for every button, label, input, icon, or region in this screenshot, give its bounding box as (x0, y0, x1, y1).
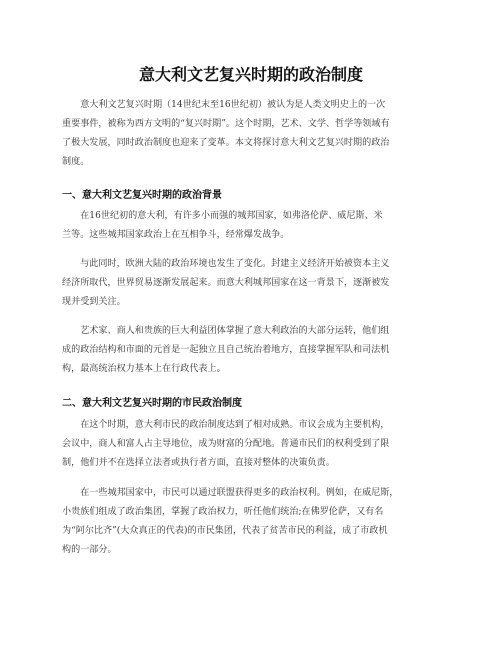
section-heading-2: 二、意大利文艺复兴时期的市民政治制度 (62, 398, 242, 409)
text-line: 意大利文艺复兴时期（14世纪末至16世纪初）被认为是人类文明史上的一次 (62, 100, 386, 110)
text-line: 小贵族们组成了政治集团，掌握了政治权力，听任他们统治;在佛罗伦萨，又有名 (62, 507, 384, 517)
text-line: 在这个时期，意大利市民的政治制度达到了相对成熟。市议会成为主要机构， (62, 420, 390, 430)
text-line: 成的政治结构和市面的元首是一起独立且自己统治着地方，直接掌握军队和司法机 (62, 345, 390, 355)
text-line: 构的一部分。 (62, 545, 117, 555)
section2-paragraph-2 (62, 484, 442, 560)
text-line: 会议中，商人和富人占主导地位，成为财富的分配地。普通市民们的权利受到了限 (62, 439, 390, 449)
text-line: 兰等。这些城邦国家政治上在互相争斗，经常爆发战争。 (62, 230, 290, 240)
text-line: 为“阿尔比齐”(大众真正的代表)的市民集团，代表了贫苦市民的利益，成了市政机 (62, 526, 388, 536)
section1-paragraph-1 (62, 207, 442, 245)
text-line: 构，最高统治权力基本上在行政代表上。 (62, 364, 226, 374)
text-line: 经济所取代，世界贸易逐渐发展起来。而意大利城邦国家在这一背景下，逐渐被发 (62, 278, 390, 288)
section1-paragraph-3 (62, 322, 442, 379)
text-line: 重要事件，被称为西方文明的“复兴时期”。这个时期，艺术、文学、哲学等领域有 (62, 119, 390, 129)
text-line: 制，他们并不在选择立法者或执行者方面，直接对整体的决策负责。 (62, 458, 335, 468)
section1-paragraph-2 (62, 255, 442, 312)
intro-paragraph (62, 96, 442, 172)
text-line: 在一些城邦国家中，市民可以通过联盟获得更多的政治权利。例如，在威尼斯， (62, 488, 399, 498)
text-line: 制度。 (62, 157, 90, 167)
section2-paragraph-1 (62, 416, 442, 473)
text-line: 在16世纪初的意大利，有许多小而强的城邦国家，如弗洛伦萨、威尼斯、米 (62, 211, 383, 221)
text-line: 了极大发展，同时政治制度也迎来了变革。本文将探讨意大利文艺复兴时期的政治 (62, 138, 390, 148)
text-line: 现并受到关注。 (62, 297, 126, 307)
text-line: 艺术家、商人和贵族的巨大利益团体掌握了意大利政治的大部分运转，他们组 (62, 326, 390, 336)
document-title: 意大利文艺复兴时期的政治制度 (138, 65, 363, 84)
section-heading-1: 一、意大利文艺复兴时期的政治背景 (62, 190, 222, 201)
text-line: 与此同时，欧洲大陆的政治环境也发生了变化。封建主义经济开始被资本主义 (62, 259, 390, 269)
